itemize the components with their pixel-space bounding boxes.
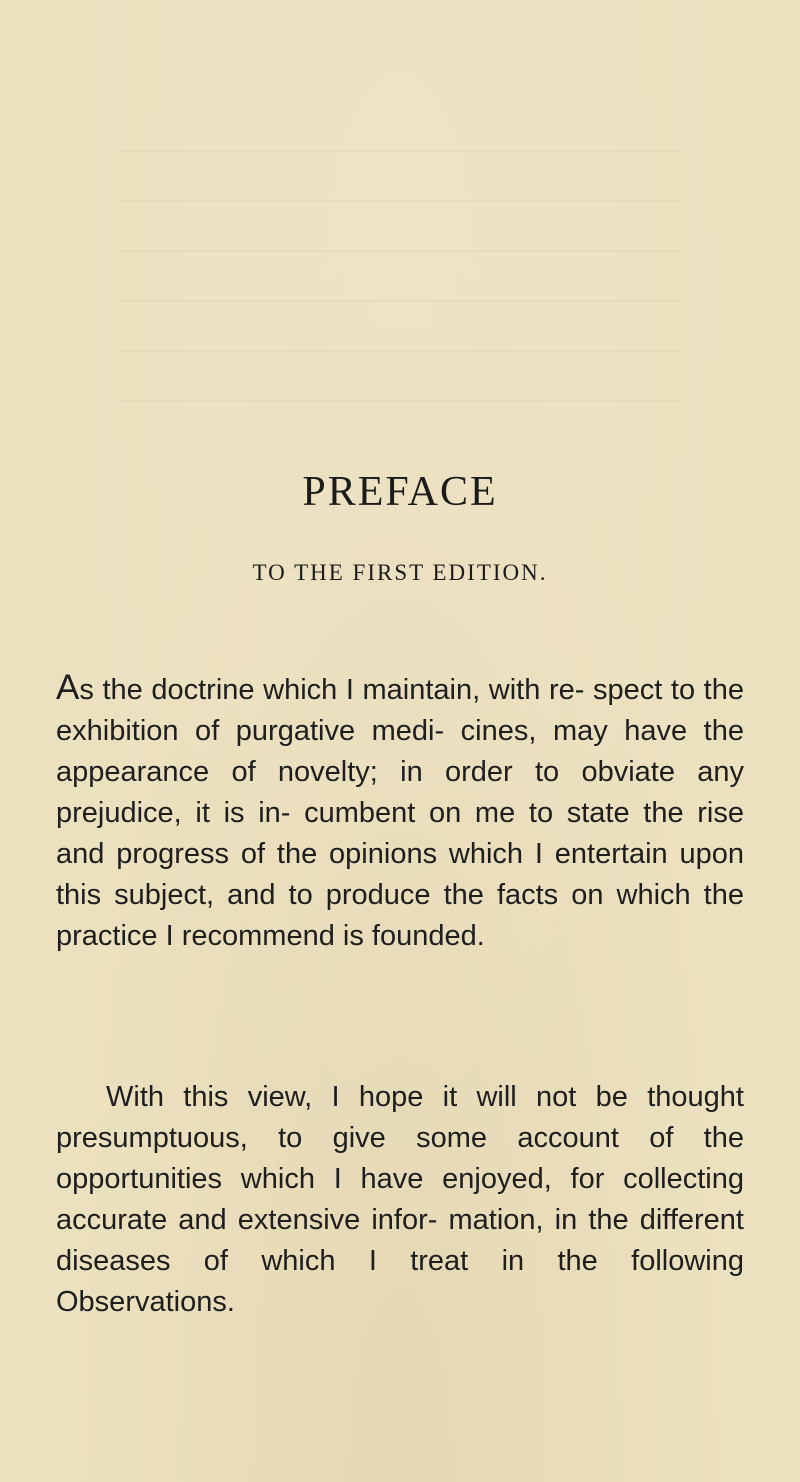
- page-subtitle: TO THE FIRST EDITION.: [252, 560, 548, 585]
- paragraph-1: As the doctrine which I maintain, with re- spect to the exhibition of purgative medi- cines, may have the appearance of novelty; in order to obviate any prejudice, it is in- cumbent on me to state the rise and progress of the opinions which I entertain upon this subject, and to produce the facts on which the practice I recommend is founded.: [56, 668, 744, 952]
- page-title: PREFACE: [302, 469, 498, 515]
- paragraph-2: With this view, I hope it will not be thought presumptuous, to give some account of the opportunities which I have enjoyed, for collecting accurate and extensive infor- mation, in the different diseases of which I treat in the following Observations.: [56, 1081, 744, 1318]
- show-through-text: [120, 150, 680, 450]
